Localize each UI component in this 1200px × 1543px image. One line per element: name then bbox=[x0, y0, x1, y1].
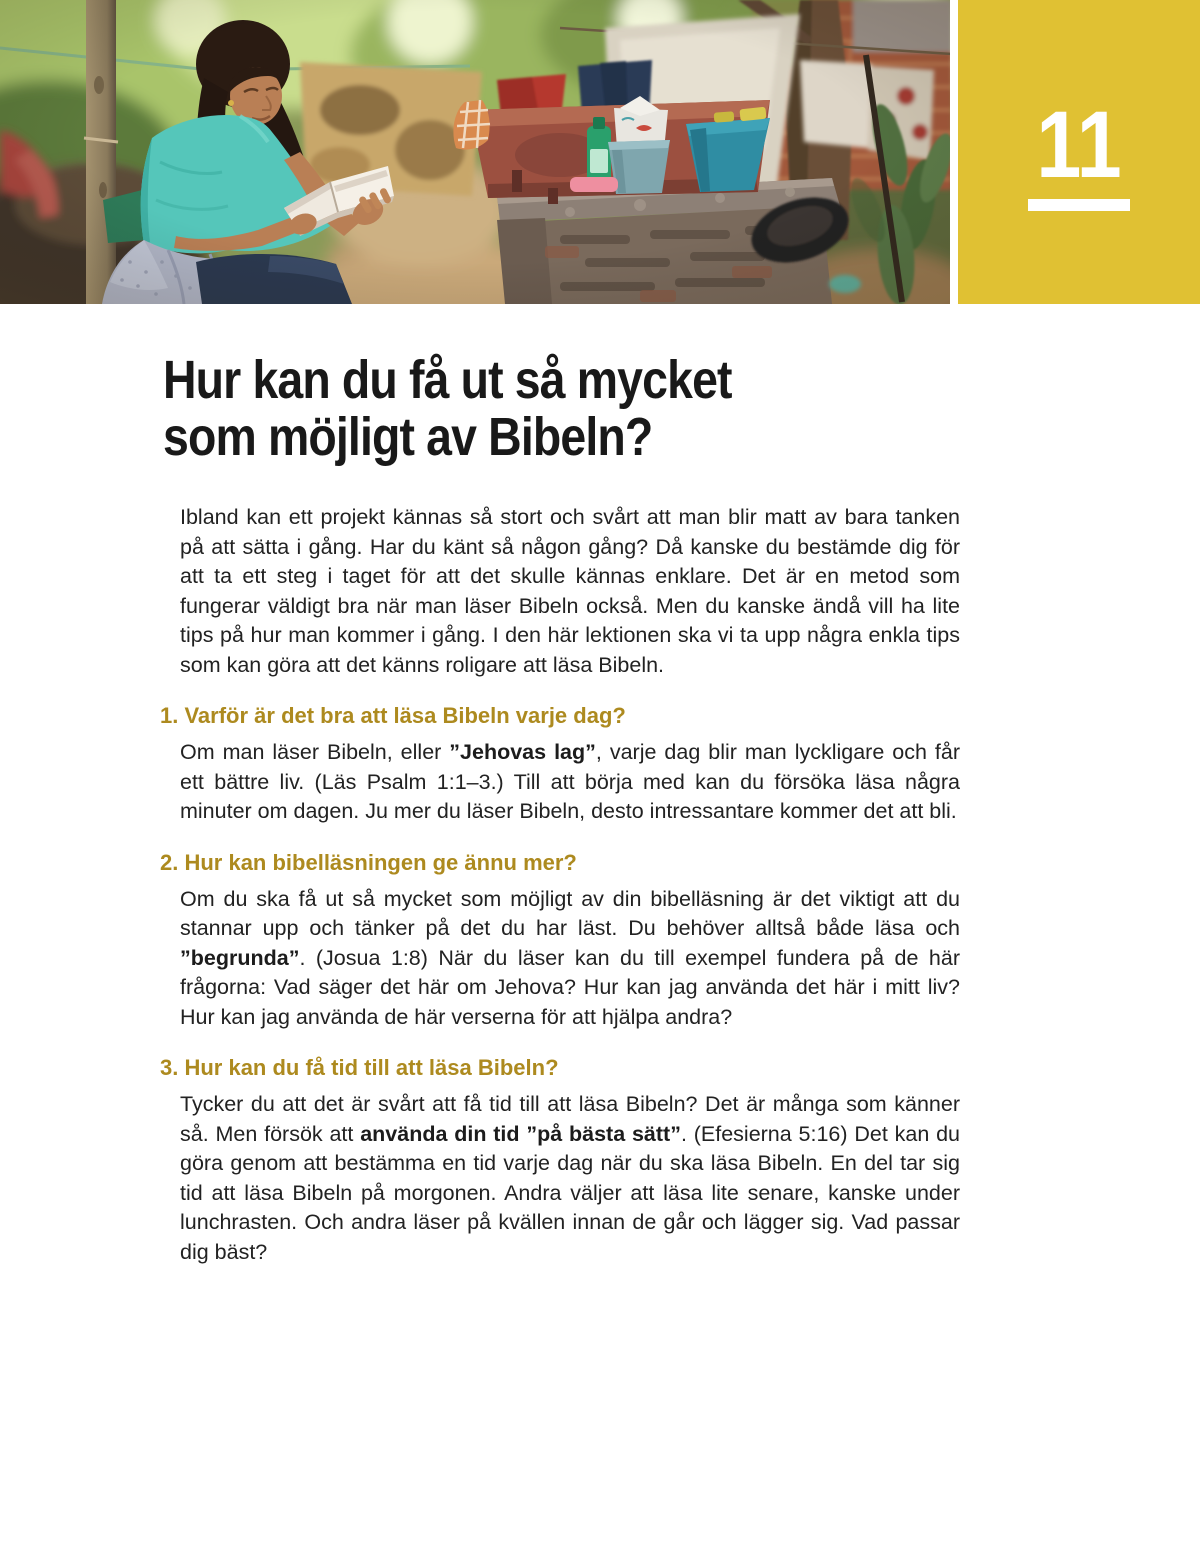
vignette-overlay bbox=[0, 0, 950, 304]
section-heading: 2. Hur kan bibelläsningen ge ännu mer? bbox=[160, 849, 577, 875]
lesson-number-underline bbox=[1028, 199, 1130, 211]
outdoor-reading-photo-illustration bbox=[0, 0, 950, 304]
lesson-title: Hur kan du få ut så mycket som möjligt av Bibeln? bbox=[163, 350, 732, 467]
lesson-number-badge bbox=[958, 0, 1200, 304]
lesson-number: 11 bbox=[1036, 92, 1122, 198]
lesson-section bbox=[160, 702, 965, 827]
section-paragraph: Tycker du att det är svårt att få tid till att läsa Bibeln? Det är många som känner så. Men försök att använda din tid ”på bästa sätt”. (Efesierna 5:16) Det kan du göra genom att bestämma en tid varje dag när du ska läsa Bibeln. En del tar sig tid att läsa Bibeln på morgonen. Andra väljer att läsa lite senare, kanske under lunchrasten. Och andra läser på kvällen innan de går och lägger sig. Vad passar dig bäst? bbox=[180, 1092, 960, 1264]
lesson-content bbox=[160, 338, 965, 1267]
lesson-section bbox=[160, 849, 965, 1033]
sections bbox=[160, 702, 965, 1267]
section-heading: 3. Hur kan du få tid till att läsa Bibeln? bbox=[160, 1055, 559, 1080]
hero-photo bbox=[0, 0, 950, 304]
section-paragraph: Om du ska få ut så mycket som möjligt av din bibelläsning är det viktigt att du stannar upp och tänker på det du har läst. Du behöver alltså både läsa och ”begrunda”. (Josua 1:8) När du läser kan du till exempel fundera på de här frågorna: Vad säger det här om Jehova? Hur kan jag använda det här i mitt liv? Hur kan jag använda de här verserna för att hjälpa andra? bbox=[180, 886, 960, 1029]
section-paragraph: Om man läser Bibeln, eller ”Jehovas lag”, varje dag blir man lyckligare och får ett bättre liv. (Läs Psalm 1:1–3.) Till att börja med kan du försöka läsa några minuter om dagen. Ju mer du läser Bibeln, desto intressantare kommer det att bli. bbox=[180, 740, 961, 823]
intro-paragraph: Ibland kan ett projekt kännas så stort och svårt att man blir matt av bara tanken på att sätta i gång. Har du känt så någon gång? Då kanske du bestämde dig för att ta ett steg i taget för att det skulle kännas enklare. Det är en metod som fungerar väldigt bra när man läser Bibeln också. Men du kanske ändå vill ha lite tips på hur man kommer i gång. I den här lektionen ska vi ta upp några enkla tips som kan göra att det känns roligare att läsa Bibeln. bbox=[180, 505, 960, 677]
hero-banner bbox=[0, 0, 1200, 304]
section-heading: 1. Varför är det bra att läsa Bibeln varje dag? bbox=[160, 703, 626, 728]
lesson-section bbox=[160, 1054, 965, 1267]
